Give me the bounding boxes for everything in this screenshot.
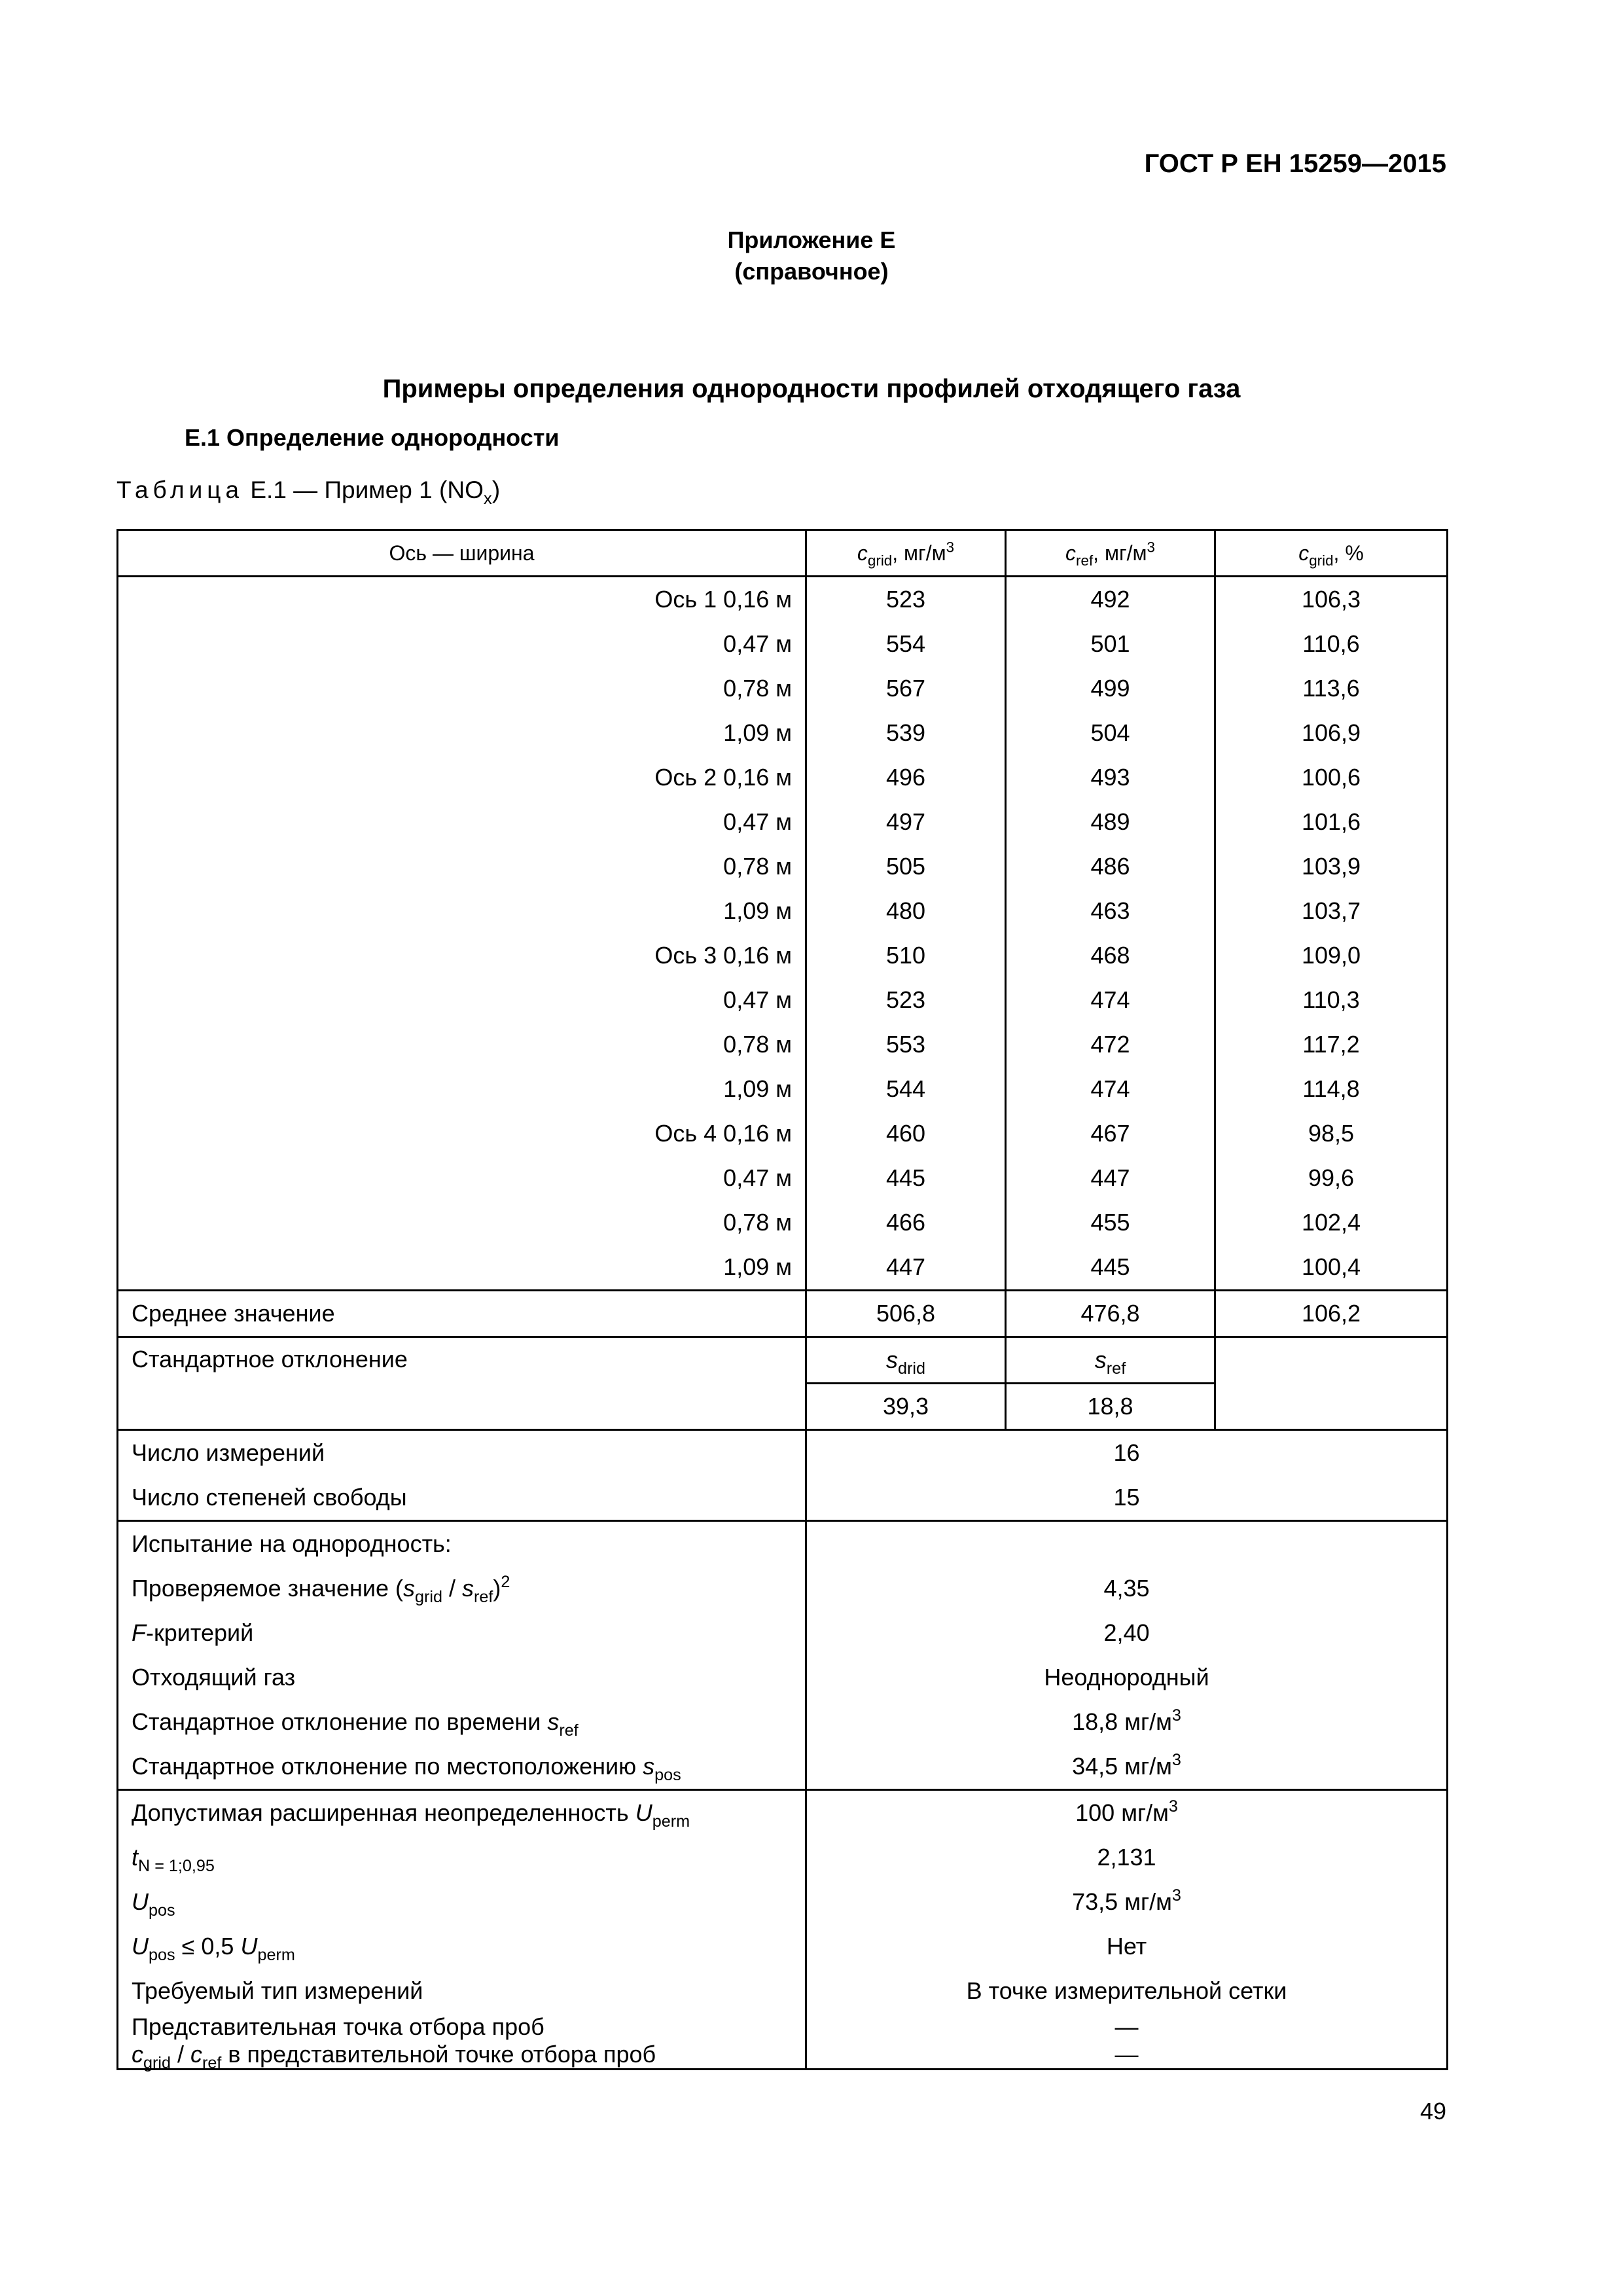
row-percent: 103,9 bbox=[1215, 844, 1448, 889]
table-header-row bbox=[118, 530, 1448, 577]
row-c-ref: 474 bbox=[1006, 978, 1215, 1022]
stdev-row bbox=[118, 1337, 1448, 1384]
caption-close: ) bbox=[491, 476, 501, 503]
comparison-row bbox=[118, 1924, 1448, 1969]
row-position: Ось 3 0,16 м bbox=[118, 933, 806, 978]
row-percent: 113,6 bbox=[1215, 666, 1448, 711]
row-c-grid: 460 bbox=[806, 1111, 1006, 1156]
row-percent: 109,0 bbox=[1215, 933, 1448, 978]
col-c-percent: $c_{grid}$, % bbox=[1215, 530, 1448, 577]
table-row bbox=[118, 1022, 1448, 1067]
row-position: 0,78 м bbox=[118, 666, 806, 711]
row-position: 0,47 м bbox=[118, 622, 806, 666]
t-factor-label: $t_{N = 1;0,95}$ bbox=[118, 1835, 806, 1880]
uperm-row bbox=[118, 1790, 1448, 1836]
mean-c-grid: 506,8 bbox=[806, 1291, 1006, 1337]
row-position: 0,47 м bbox=[118, 1156, 806, 1200]
row-c-ref: 486 bbox=[1006, 844, 1215, 889]
row-position: 1,09 м bbox=[118, 1067, 806, 1111]
row-position: 1,09 м bbox=[118, 711, 806, 755]
f-criterion-label: F-критерий bbox=[118, 1611, 806, 1655]
caption-label: Таблица bbox=[116, 476, 244, 503]
f-criterion-row bbox=[118, 1611, 1448, 1655]
representative-values bbox=[806, 2013, 1448, 2070]
mean-row bbox=[118, 1291, 1448, 1337]
table-row bbox=[118, 889, 1448, 933]
row-c-ref: 445 bbox=[1006, 1245, 1215, 1291]
row-position: Ось 1 0,16 м bbox=[118, 577, 806, 622]
row-c-grid: 466 bbox=[806, 1200, 1006, 1245]
col-c-grid: $c_{grid}$, $мг/м^3$ bbox=[806, 530, 1006, 577]
table-row bbox=[118, 666, 1448, 711]
col-c-ref: $c_{ref}$, $мг/м^3$ bbox=[1006, 530, 1215, 577]
table-row bbox=[118, 1200, 1448, 1245]
table-row bbox=[118, 1067, 1448, 1111]
representative-point-value: — bbox=[1115, 2013, 1139, 2040]
sd-pos-row bbox=[118, 1744, 1448, 1790]
test-value-row bbox=[118, 1566, 1448, 1611]
sd-time-value: 18,8 $мг/м^3$ bbox=[806, 1700, 1448, 1744]
table-row bbox=[118, 577, 1448, 622]
row-c-grid: 554 bbox=[806, 622, 1006, 666]
uperm-label: Допустимая расширенная неопределенность $U_{perm}$ bbox=[118, 1790, 806, 1836]
row-percent: 100,4 bbox=[1215, 1245, 1448, 1291]
uperm-value: 100 $мг/м^3$ bbox=[806, 1790, 1448, 1836]
table-caption bbox=[116, 476, 501, 509]
stdev-s-ref-value: 18,8 bbox=[1006, 1384, 1215, 1430]
stdev-label: Стандартное отклонение bbox=[118, 1337, 806, 1430]
row-c-ref: 504 bbox=[1006, 711, 1215, 755]
row-c-grid: 553 bbox=[806, 1022, 1006, 1067]
row-percent: 99,6 bbox=[1215, 1156, 1448, 1200]
row-position: Ось 4 0,16 м bbox=[118, 1111, 806, 1156]
row-c-grid: 539 bbox=[806, 711, 1006, 755]
representative-point-label: Представительная точка отбора проб bbox=[132, 2013, 544, 2040]
row-c-grid: 480 bbox=[806, 889, 1006, 933]
row-c-ref: 489 bbox=[1006, 800, 1215, 844]
row-c-ref: 492 bbox=[1006, 577, 1215, 622]
row-percent: 106,3 bbox=[1215, 577, 1448, 622]
row-c-grid: 505 bbox=[806, 844, 1006, 889]
table-row bbox=[118, 1111, 1448, 1156]
row-percent: 114,8 bbox=[1215, 1067, 1448, 1111]
sd-pos-label: Стандартное отклонение по местоположению $s_{pos}$ bbox=[118, 1744, 806, 1790]
count-value: 16 bbox=[806, 1430, 1448, 1476]
annex-title: Приложение Е bbox=[727, 226, 896, 253]
t-factor-value: 2,131 bbox=[806, 1835, 1448, 1880]
table-row bbox=[118, 711, 1448, 755]
row-c-ref: 474 bbox=[1006, 1067, 1215, 1111]
stdev-empty-cell bbox=[1215, 1337, 1448, 1430]
mean-c-ref: 476,8 bbox=[1006, 1291, 1215, 1337]
row-position: Ось 2 0,16 м bbox=[118, 755, 806, 800]
row-c-grid: 544 bbox=[806, 1067, 1006, 1111]
comparison-label: $U_{pos} \le 0,5$ $U_{perm}$ bbox=[118, 1924, 806, 1969]
row-percent: 117,2 bbox=[1215, 1022, 1448, 1067]
test-value-label: Проверяемое значение $(s_{grid} / s_{ref})^2$ bbox=[118, 1566, 806, 1611]
dof-label: Число степеней свободы bbox=[118, 1475, 806, 1521]
row-c-ref: 499 bbox=[1006, 666, 1215, 711]
caption-text: Е.1 — Пример 1 (NO bbox=[250, 476, 484, 503]
row-position: 1,09 м bbox=[118, 889, 806, 933]
table-row bbox=[118, 978, 1448, 1022]
standard-designation: ГОСТ Р ЕН 15259—2015 bbox=[1144, 149, 1446, 178]
sd-time-row bbox=[118, 1700, 1448, 1744]
row-percent: 100,6 bbox=[1215, 755, 1448, 800]
row-percent: 103,7 bbox=[1215, 889, 1448, 933]
mean-percent: 106,2 bbox=[1215, 1291, 1448, 1337]
annex-subtitle: (справочное) bbox=[734, 258, 889, 285]
row-position: 0,47 м bbox=[118, 978, 806, 1022]
row-percent: 101,6 bbox=[1215, 800, 1448, 844]
gas-row bbox=[118, 1655, 1448, 1700]
row-c-ref: 467 bbox=[1006, 1111, 1215, 1156]
stdev-s-grid-symbol: $s_{drid}$ bbox=[806, 1337, 1006, 1384]
data-table bbox=[116, 529, 1448, 2070]
table-body bbox=[118, 577, 1448, 1291]
gas-value: Неоднородный bbox=[806, 1655, 1448, 1700]
row-position: 0,78 м bbox=[118, 1022, 806, 1067]
row-c-ref: 493 bbox=[1006, 755, 1215, 800]
test-value: 4,35 bbox=[806, 1566, 1448, 1611]
sd-time-label: Стандартное отклонение по времени $s_{ref}$ bbox=[118, 1700, 806, 1744]
representative-label bbox=[118, 2013, 806, 2070]
row-c-grid: 496 bbox=[806, 755, 1006, 800]
homogeneity-heading: Испытание на однородность: bbox=[118, 1521, 806, 1567]
row-c-grid: 523 bbox=[806, 978, 1006, 1022]
page-number: 49 bbox=[1419, 2098, 1446, 2125]
row-position: 0,78 м bbox=[118, 1200, 806, 1245]
table-row bbox=[118, 800, 1448, 844]
row-c-grid: 567 bbox=[806, 666, 1006, 711]
dof-row bbox=[118, 1475, 1448, 1521]
upos-value: 73,5 $мг/м^3$ bbox=[806, 1880, 1448, 1924]
row-c-grid: 523 bbox=[806, 577, 1006, 622]
row-c-grid: 497 bbox=[806, 800, 1006, 844]
t-factor-row bbox=[118, 1835, 1448, 1880]
row-percent: 106,9 bbox=[1215, 711, 1448, 755]
row-percent: 102,4 bbox=[1215, 1200, 1448, 1245]
row-c-ref: 447 bbox=[1006, 1156, 1215, 1200]
table-row bbox=[118, 844, 1448, 889]
row-percent: 110,3 bbox=[1215, 978, 1448, 1022]
measurement-type-label: Требуемый тип измерений bbox=[118, 1969, 806, 2013]
table-row bbox=[118, 933, 1448, 978]
stdev-s-ref-symbol: $s_{ref}$ bbox=[1006, 1337, 1215, 1384]
stdev-s-grid-value: 39,3 bbox=[806, 1384, 1006, 1430]
table-row bbox=[118, 1245, 1448, 1291]
homogeneity-heading-row bbox=[118, 1521, 1448, 1567]
count-label: Число измерений bbox=[118, 1430, 806, 1476]
dof-value: 15 bbox=[806, 1475, 1448, 1521]
row-position: 0,47 м bbox=[118, 800, 806, 844]
row-position: 1,09 м bbox=[118, 1245, 806, 1291]
row-c-grid: 445 bbox=[806, 1156, 1006, 1200]
col-axis-width: Ось — ширина bbox=[118, 530, 806, 577]
caption-sub: x bbox=[483, 490, 492, 509]
measurement-type-value: В точке измерительной сетки bbox=[806, 1969, 1448, 2013]
gas-label: Отходящий газ bbox=[118, 1655, 806, 1700]
ratio-label: $c_{grid} / c_{ref}$ в представительной точке отбора проб bbox=[132, 2041, 656, 2072]
measurement-type-row bbox=[118, 1969, 1448, 2013]
row-percent: 98,5 bbox=[1215, 1111, 1448, 1156]
f-criterion-value: 2,40 bbox=[806, 1611, 1448, 1655]
upos-row bbox=[118, 1880, 1448, 1924]
row-c-ref: 501 bbox=[1006, 622, 1215, 666]
row-c-ref: 463 bbox=[1006, 889, 1215, 933]
count-row bbox=[118, 1430, 1448, 1476]
row-position: 0,78 м bbox=[118, 844, 806, 889]
table-row bbox=[118, 1156, 1448, 1200]
row-percent: 110,6 bbox=[1215, 622, 1448, 666]
upos-label: $U_{pos}$ bbox=[118, 1880, 806, 1924]
row-c-grid: 510 bbox=[806, 933, 1006, 978]
mean-label: Среднее значение bbox=[118, 1291, 806, 1337]
sd-pos-value: 34,5 $мг/м^3$ bbox=[806, 1744, 1448, 1790]
homogeneity-heading-empty bbox=[806, 1521, 1448, 1567]
table-row bbox=[118, 622, 1448, 666]
row-c-grid: 447 bbox=[806, 1245, 1006, 1291]
row-c-ref: 472 bbox=[1006, 1022, 1215, 1067]
page-title: Примеры определения однородности профилей отходящего газа bbox=[382, 374, 1241, 403]
table-row bbox=[118, 755, 1448, 800]
ratio-value: — bbox=[1115, 2041, 1139, 2068]
row-c-ref: 468 bbox=[1006, 933, 1215, 978]
row-c-ref: 455 bbox=[1006, 1200, 1215, 1245]
comparison-value: Нет bbox=[806, 1924, 1448, 1969]
representative-row bbox=[118, 2013, 1448, 2070]
section-heading: Е.1 Определение однородности bbox=[185, 424, 560, 451]
